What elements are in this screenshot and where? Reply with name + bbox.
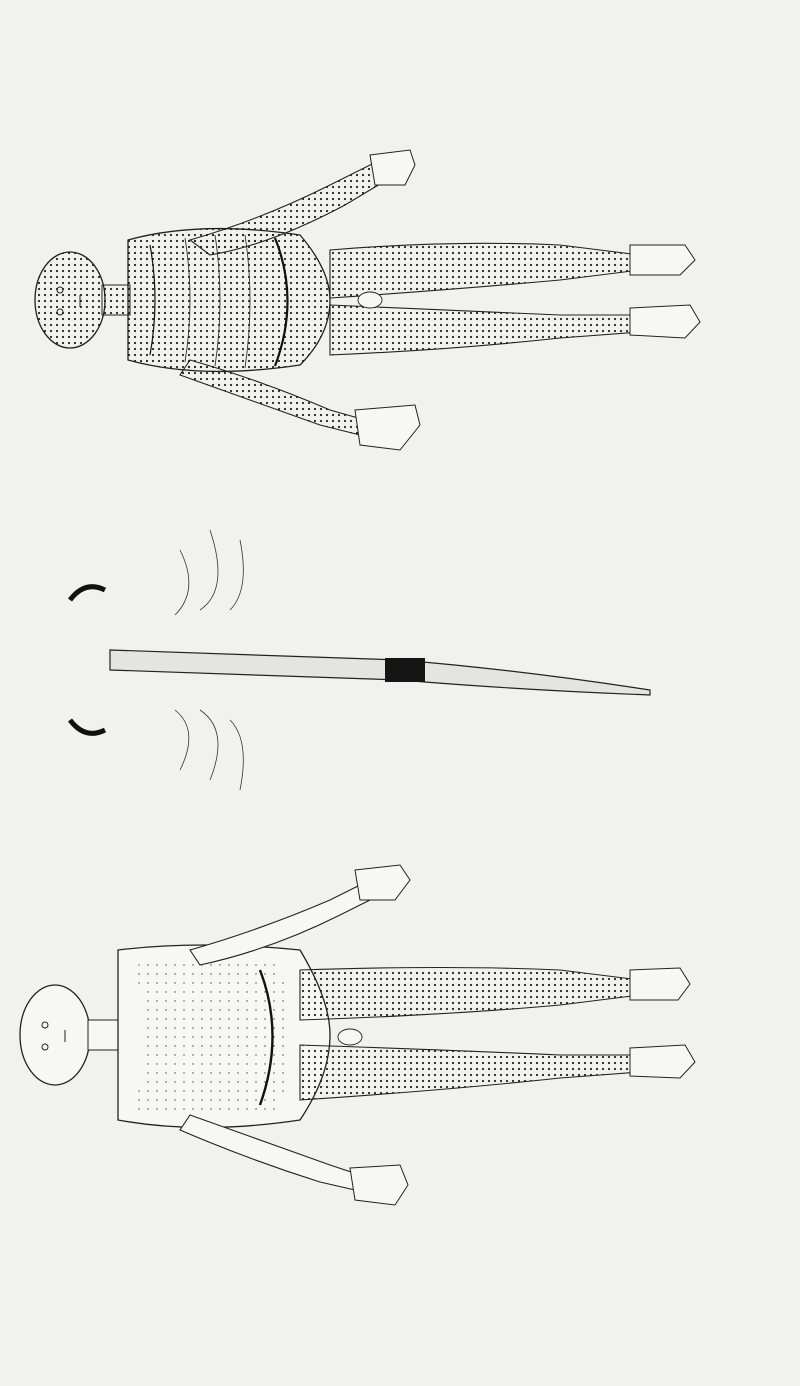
figure <box>0 70 800 1386</box>
panel-c-body <box>35 150 700 450</box>
panel-a-body <box>20 865 695 1205</box>
anatomical-figure-svg <box>0 70 800 1386</box>
panel-b-spinal-cord <box>70 530 650 790</box>
